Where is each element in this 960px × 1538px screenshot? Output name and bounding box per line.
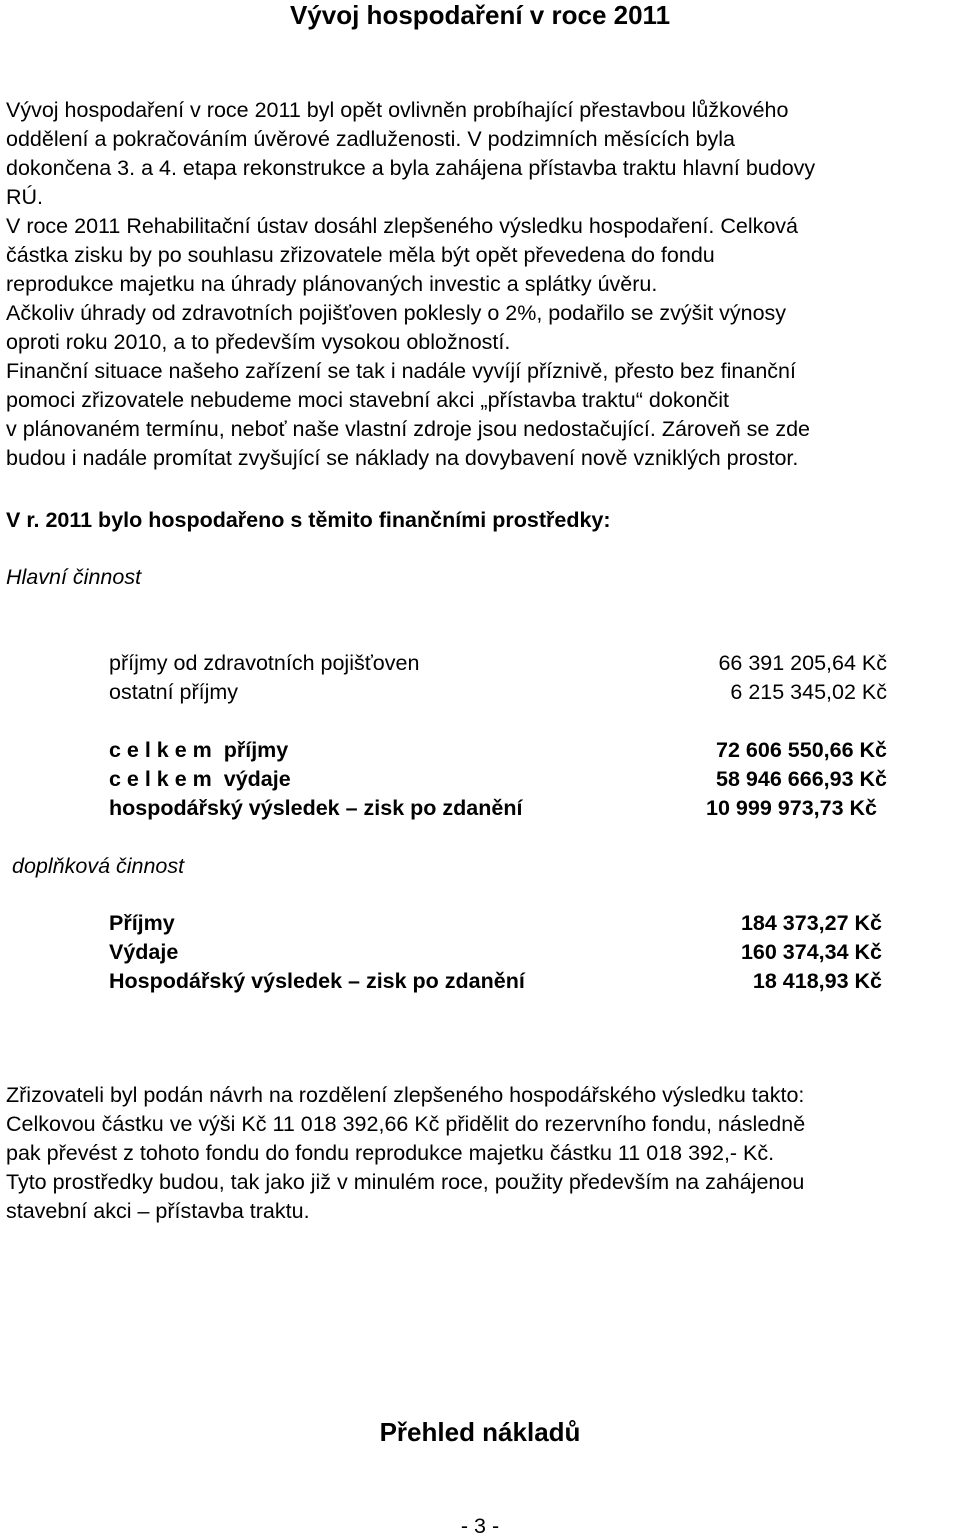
row-label: c e l k e m výdaje bbox=[109, 767, 291, 791]
row-value: 10 999 973,73 Kč bbox=[706, 796, 877, 820]
section-title: Přehled nákladů bbox=[379, 1417, 581, 1447]
row-label: Hospodářský výsledek – zisk po zdanění bbox=[109, 969, 525, 993]
table-row bbox=[0, 649, 960, 678]
table-row bbox=[0, 967, 960, 996]
page-number: - 3 - bbox=[460, 1514, 500, 1538]
row-value: 72 606 550,66 Kč bbox=[716, 738, 887, 762]
paragraph-line: částka zisku by po souhlasu zřizovatele měla být opět převedena do fondu bbox=[6, 243, 715, 267]
proposal-paragraph bbox=[6, 1081, 954, 1226]
paragraph-line: Finanční situace našeho zařízení se tak i nadále vyvíjí příznivě, přesto bez finanční bbox=[6, 359, 796, 383]
row-value: 160 374,34 Kč bbox=[740, 940, 882, 964]
funds-heading: V r. 2011 bylo hospodařeno s těmito finančními prostředky: bbox=[6, 508, 611, 532]
paragraph-line: Celkovou částku ve výši Kč 11 018 392,66 Kč přidělit do rezervního fondu, následně bbox=[6, 1112, 806, 1136]
main-activity-heading: Hlavní činnost bbox=[6, 565, 142, 589]
paragraph-line: dokončena 3. a 4. etapa rekonstrukce a byla zahájena přístavba traktu hlavní budovy bbox=[6, 156, 816, 180]
row-label: příjmy od zdravotních pojišťoven bbox=[109, 651, 420, 675]
paragraph-line: V roce 2011 Rehabilitační ústav dosáhl zlepšeného výsledku hospodaření. Celková bbox=[6, 214, 799, 238]
row-label: Výdaje bbox=[109, 940, 179, 964]
paragraph-line: oddělení a pokračováním úvěrové zadluženosti. V podzimních měsících byla bbox=[6, 127, 736, 151]
row-label: Příjmy bbox=[109, 911, 175, 935]
paragraph-line: oproti roku 2010, a to především vysokou obložností. bbox=[6, 330, 511, 354]
row-value: 6 215 345,02 Kč bbox=[730, 680, 887, 704]
row-label: hospodářský výsledek – zisk po zdanění bbox=[109, 796, 523, 820]
total-row bbox=[0, 736, 960, 765]
paragraph-line: RÚ. bbox=[6, 185, 44, 209]
table-row bbox=[0, 678, 960, 707]
paragraph-line: budou i nadále promítat zvyšující se náklady na dovybavení nově vzniklých prostor. bbox=[6, 446, 799, 470]
paragraph-line: Ačkoliv úhrady od zdravotních pojišťoven poklesly o 2%, podařilo se zvýšit výnosy bbox=[6, 301, 787, 325]
total-row bbox=[0, 765, 960, 794]
paragraph-line: Tyto prostředky budou, tak jako již v minulém roce, použity především na zahájenou bbox=[6, 1170, 805, 1194]
paragraph-line: v plánovaném termínu, neboť naše vlastní zdroje jsou nedostačující. Zároveň se zde bbox=[6, 417, 811, 441]
intro-paragraph bbox=[6, 96, 954, 473]
row-value: 184 373,27 Kč bbox=[740, 911, 882, 935]
table-row bbox=[0, 909, 960, 938]
total-row bbox=[0, 794, 960, 823]
paragraph-line: pak převést z tohoto fondu do fondu reprodukce majetku částku 11 018 392,- Kč. bbox=[6, 1141, 775, 1165]
side-activity-heading: doplňková činnost bbox=[12, 854, 185, 878]
row-label: c e l k e m příjmy bbox=[109, 738, 289, 762]
row-value: 58 946 666,93 Kč bbox=[716, 767, 887, 791]
paragraph-line: stavební akci – přístavba traktu. bbox=[6, 1199, 310, 1223]
paragraph-line: Vývoj hospodaření v roce 2011 byl opět ovlivněn probíhající přestavbou lůžkového bbox=[6, 98, 789, 122]
row-value: 18 418,93 Kč bbox=[752, 969, 882, 993]
table-row bbox=[0, 938, 960, 967]
row-value: 66 391 205,64 Kč bbox=[718, 651, 887, 675]
paragraph-line: Zřizovateli byl podán návrh na rozdělení zlepšeného hospodářského výsledku takto: bbox=[6, 1083, 805, 1107]
paragraph-line: reprodukce majetku na úhrady plánovaných investic a splátky úvěru. bbox=[6, 272, 658, 296]
paragraph-line: pomoci zřizovatele nebudeme moci stavební akci „přístavba traktu“ dokončit bbox=[6, 388, 729, 412]
row-label: ostatní příjmy bbox=[109, 680, 239, 704]
page-title: Vývoj hospodaření v roce 2011 bbox=[289, 0, 671, 30]
